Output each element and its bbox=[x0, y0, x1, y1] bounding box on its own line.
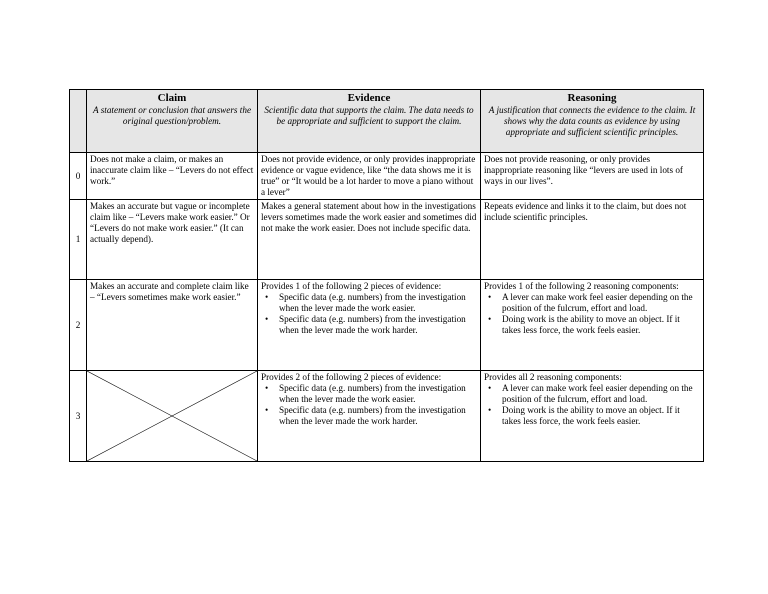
score-cell: 1 bbox=[70, 200, 87, 280]
evidence-item: • Specific data (e.g. numbers) from the investigation when the lever made the work easier. bbox=[279, 292, 477, 314]
evidence-header bbox=[258, 90, 481, 153]
evidence-item: • Specific data (e.g. numbers) from the investigation when the lever made the work easier. bbox=[279, 383, 477, 405]
reasoning-item: • A lever can make work feel easier depending on the position of the fulcrum, effort and load. bbox=[502, 383, 700, 405]
score-cell: 3 bbox=[70, 371, 87, 462]
score-header-cell bbox=[70, 90, 87, 153]
evidence-list bbox=[261, 383, 477, 427]
reasoning-item: • Doing work is the ability to move an object. If it takes less force, the work feels easier. bbox=[502, 405, 700, 427]
evidence-intro: Provides 2 of the following 2 pieces of evidence: bbox=[261, 372, 442, 382]
evidence-cell bbox=[258, 371, 481, 462]
rubric-row-2 bbox=[70, 280, 704, 371]
reasoning-description: A justification that connects the evidence to the claim. It shows why the data counts as evidence by using appropriate and sufficient scientific principles. bbox=[488, 105, 696, 137]
evidence-list bbox=[261, 292, 477, 336]
reasoning-header bbox=[481, 90, 704, 153]
header-row bbox=[70, 90, 704, 153]
reasoning-list bbox=[484, 383, 700, 427]
evidence-item: • Specific data (e.g. numbers) from the investigation when the lever made the work harder. bbox=[279, 405, 477, 427]
reasoning-intro: Provides all 2 reasoning components: bbox=[484, 372, 622, 382]
reasoning-cell bbox=[481, 280, 704, 371]
claim-header bbox=[87, 90, 258, 153]
cross-out-mark bbox=[87, 371, 257, 461]
rubric-row-0 bbox=[70, 153, 704, 200]
evidence-cell: Does not provide evidence, or only provides inappropriate evidence or vague evidence, like “the data shows me it is true” or “It would be a lot harder to move a piano without a lever” bbox=[258, 153, 481, 200]
reasoning-title: Reasoning bbox=[567, 92, 617, 104]
rubric-table bbox=[69, 89, 704, 462]
claim-cell: Makes an accurate but vague or incomplete claim like – “Levers make work easier.” Or “Levers do not make work easier.” (It can actually depend). bbox=[87, 200, 258, 280]
evidence-description: Scientific data that supports the claim. The data needs to be appropriate and sufficient to support the claim. bbox=[264, 105, 474, 126]
reasoning-intro: Provides 1 of the following 2 reasoning components: bbox=[484, 281, 679, 291]
claim-cell-crossed-out bbox=[87, 371, 258, 462]
reasoning-cell: Does not provide reasoning, or only provides inappropriate reasoning like “levers are used in lots of ways in our lives”. bbox=[481, 153, 704, 200]
claim-description: A statement or conclusion that answers the original question/problem. bbox=[92, 105, 252, 126]
reasoning-cell bbox=[481, 371, 704, 462]
score-cell: 2 bbox=[70, 280, 87, 371]
evidence-intro: Provides 1 of the following 2 pieces of evidence: bbox=[261, 281, 442, 291]
evidence-item: • Specific data (e.g. numbers) from the investigation when the lever made the work harder. bbox=[279, 314, 477, 336]
evidence-title: Evidence bbox=[347, 92, 391, 104]
evidence-cell bbox=[258, 280, 481, 371]
reasoning-cell: Repeats evidence and links it to the claim, but does not include scientific principles. bbox=[481, 200, 704, 280]
reasoning-list bbox=[484, 292, 700, 336]
claim-cell: Does not make a claim, or makes an inaccurate claim like – “Levers do not effect work.” bbox=[87, 153, 258, 200]
evidence-cell: Makes a general statement about how in the investigations levers sometimes made the work easier and sometimes did not make the work easier. Does not include specific data. bbox=[258, 200, 481, 280]
reasoning-item: • Doing work is the ability to move an object. If it takes less force, the work feels easier. bbox=[502, 314, 700, 336]
claim-title: Claim bbox=[157, 92, 187, 104]
score-cell: 0 bbox=[70, 153, 87, 200]
rubric-row-1 bbox=[70, 200, 704, 280]
reasoning-item: • A lever can make work feel easier depending on the position of the fulcrum, effort and load. bbox=[502, 292, 700, 314]
claim-cell: Makes an accurate and complete claim like – “Levers sometimes make work easier.” bbox=[87, 280, 258, 371]
rubric-row-3 bbox=[70, 371, 704, 462]
